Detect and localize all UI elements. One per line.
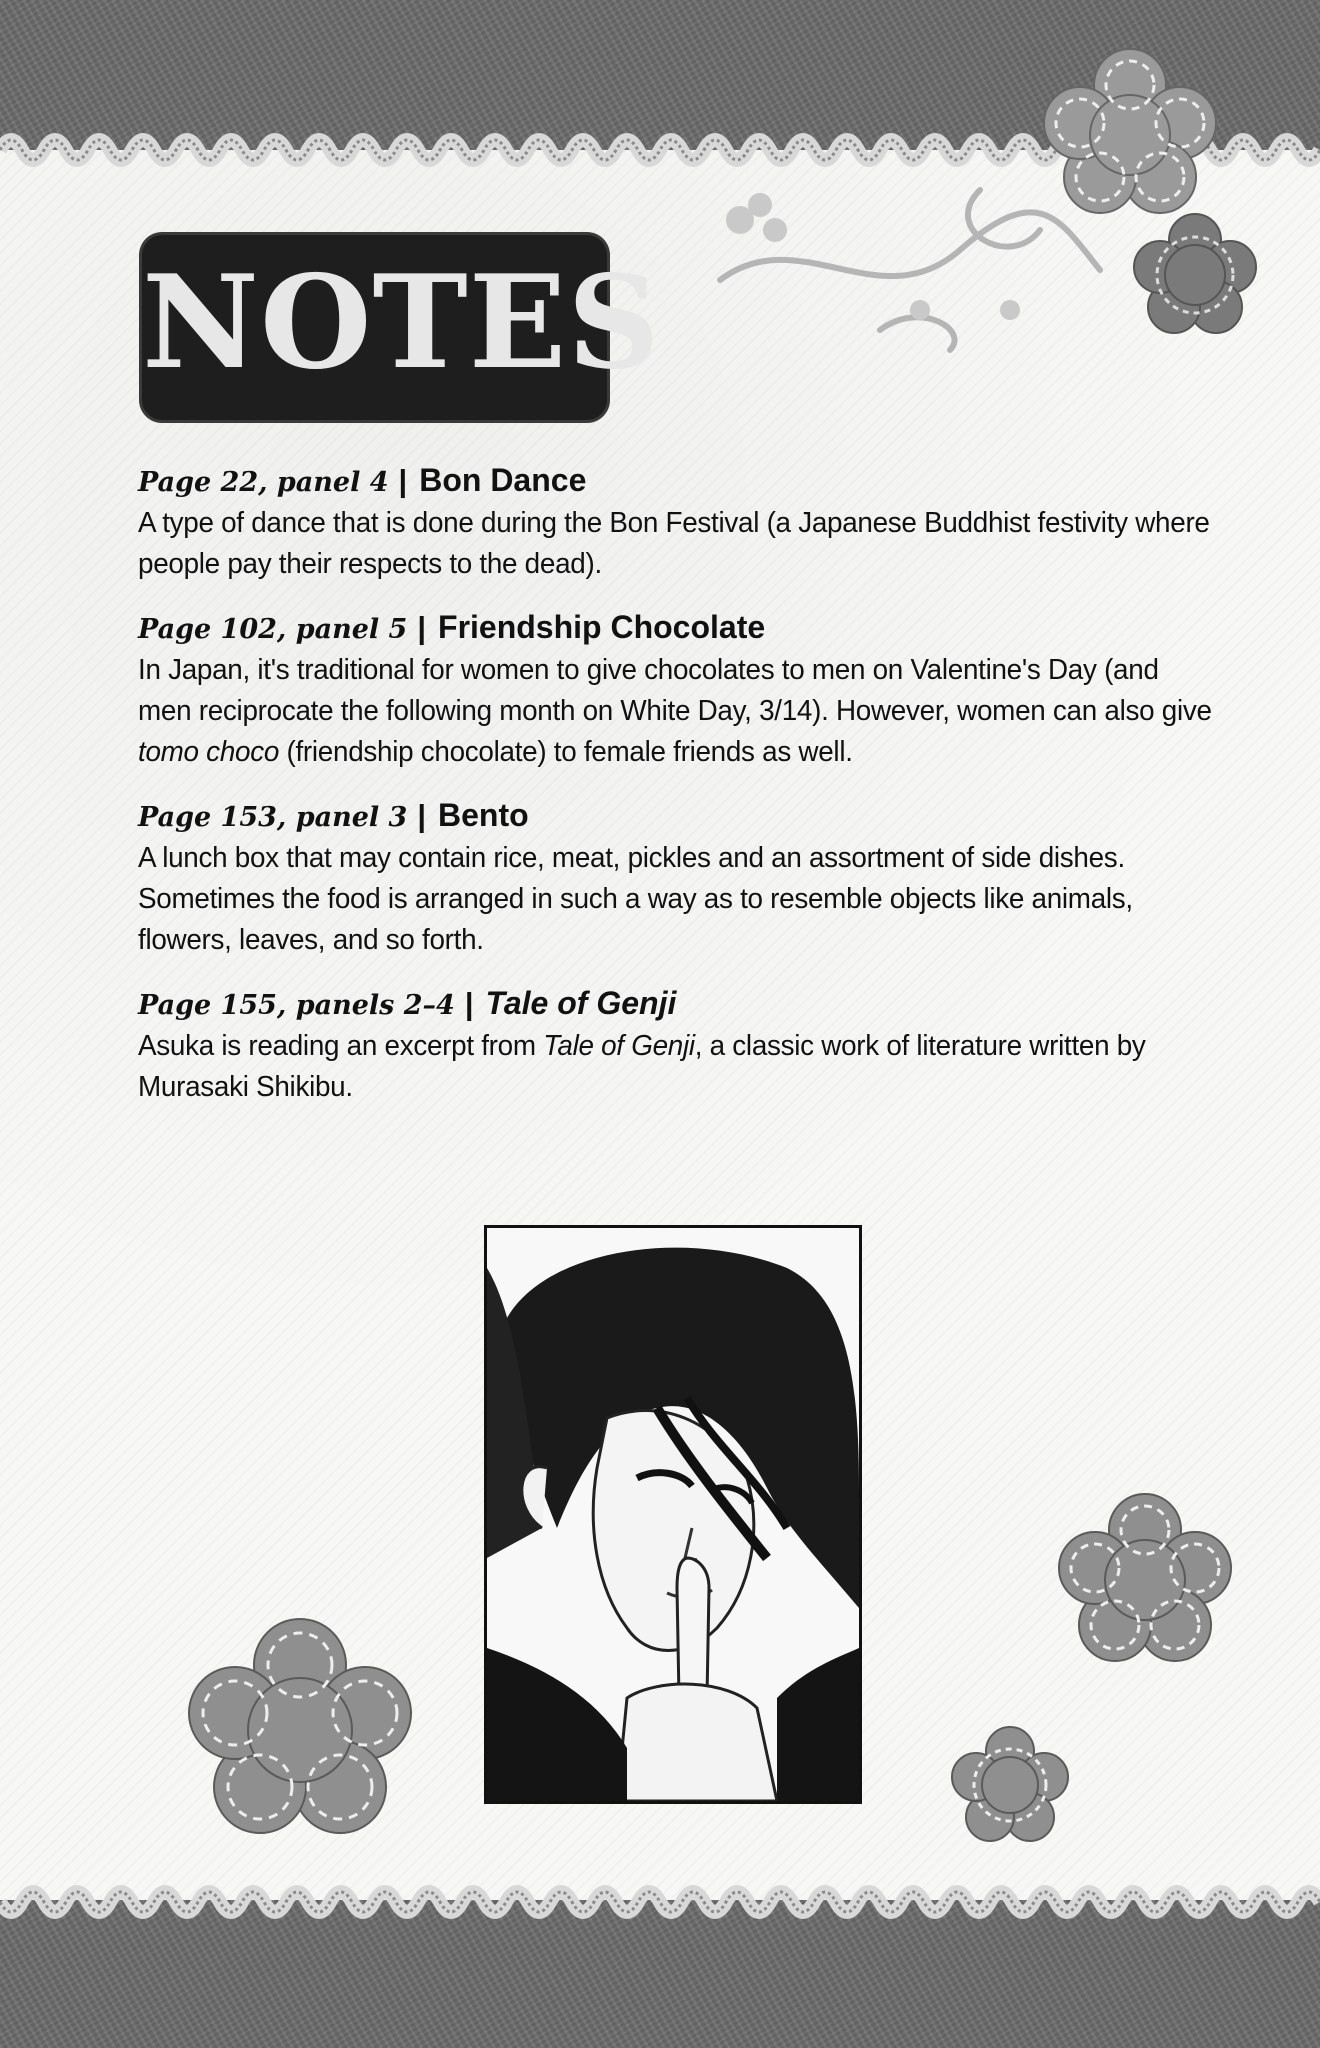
note-page-reference: Page 155, panels 2–4	[138, 990, 455, 1021]
note-item	[138, 460, 1218, 585]
note-body: A lunch box that may contain rice, meat, pickles and an assortment of side dishes. Sometimes the food is arranged in such a way as to resemble objects like animals, flowers, leaves, and so forth.	[138, 842, 1133, 956]
note-body	[138, 650, 1218, 773]
note-term: Bento	[438, 797, 529, 833]
note-body-text: Asuka is reading an excerpt from	[138, 1030, 544, 1062]
note-separator: |	[417, 610, 427, 645]
note-header	[138, 983, 1218, 1026]
note-item	[138, 607, 1218, 773]
note-term: Tale of Genji	[485, 985, 677, 1021]
swirl-ornament-icon	[680, 160, 1130, 360]
notes-title-plate	[142, 235, 661, 420]
note-header	[138, 460, 1218, 503]
note-item	[138, 795, 1218, 961]
note-page-reference: Page 22, panel 4	[138, 467, 389, 498]
page-title: NOTES	[142, 248, 661, 398]
note-body-text: (friendship chocolate) to female friends as well.	[279, 736, 853, 768]
note-body-text: In Japan, it's traditional for women to give chocolates to men on Valentine's Day (and men reciprocate the following month on White Day, 3/14). However, women can also give	[138, 654, 1212, 727]
character-illustration	[484, 1225, 862, 1804]
note-separator: |	[464, 986, 474, 1021]
ricrac-trim-bottom	[0, 1880, 1320, 1924]
note-term: Friendship Chocolate	[438, 609, 766, 645]
note-body-italic: tomo choco	[138, 736, 280, 768]
note-body-text: , a classic work of literature written by Murasaki Shikibu.	[138, 1030, 1146, 1103]
note-header	[138, 795, 1218, 838]
flower-patch-bottom-right-icon	[1055, 1490, 1235, 1670]
note-body	[138, 1026, 1218, 1108]
notes-list	[138, 460, 1218, 1130]
note-term: Bon Dance	[419, 462, 587, 498]
note-separator: |	[417, 798, 427, 833]
note-header	[138, 607, 1218, 650]
flower-patch-bottom-left-icon	[185, 1615, 415, 1845]
character-portrait-icon	[487, 1228, 859, 1801]
note-page-reference: Page 153, panel 3	[138, 802, 408, 833]
note-page-reference: Page 102, panel 5	[138, 614, 408, 645]
note-body: A type of dance that is done during the Bon Festival (a Japanese Buddhist festivity where people pay their respects to the dead).	[138, 507, 1210, 580]
note-body-italic: Tale of Genji	[543, 1030, 695, 1062]
note-separator: |	[398, 463, 408, 498]
small-flower-patch-bottom-icon	[950, 1725, 1070, 1845]
note-item	[138, 983, 1218, 1108]
small-flower-patch-icon	[1130, 210, 1260, 340]
